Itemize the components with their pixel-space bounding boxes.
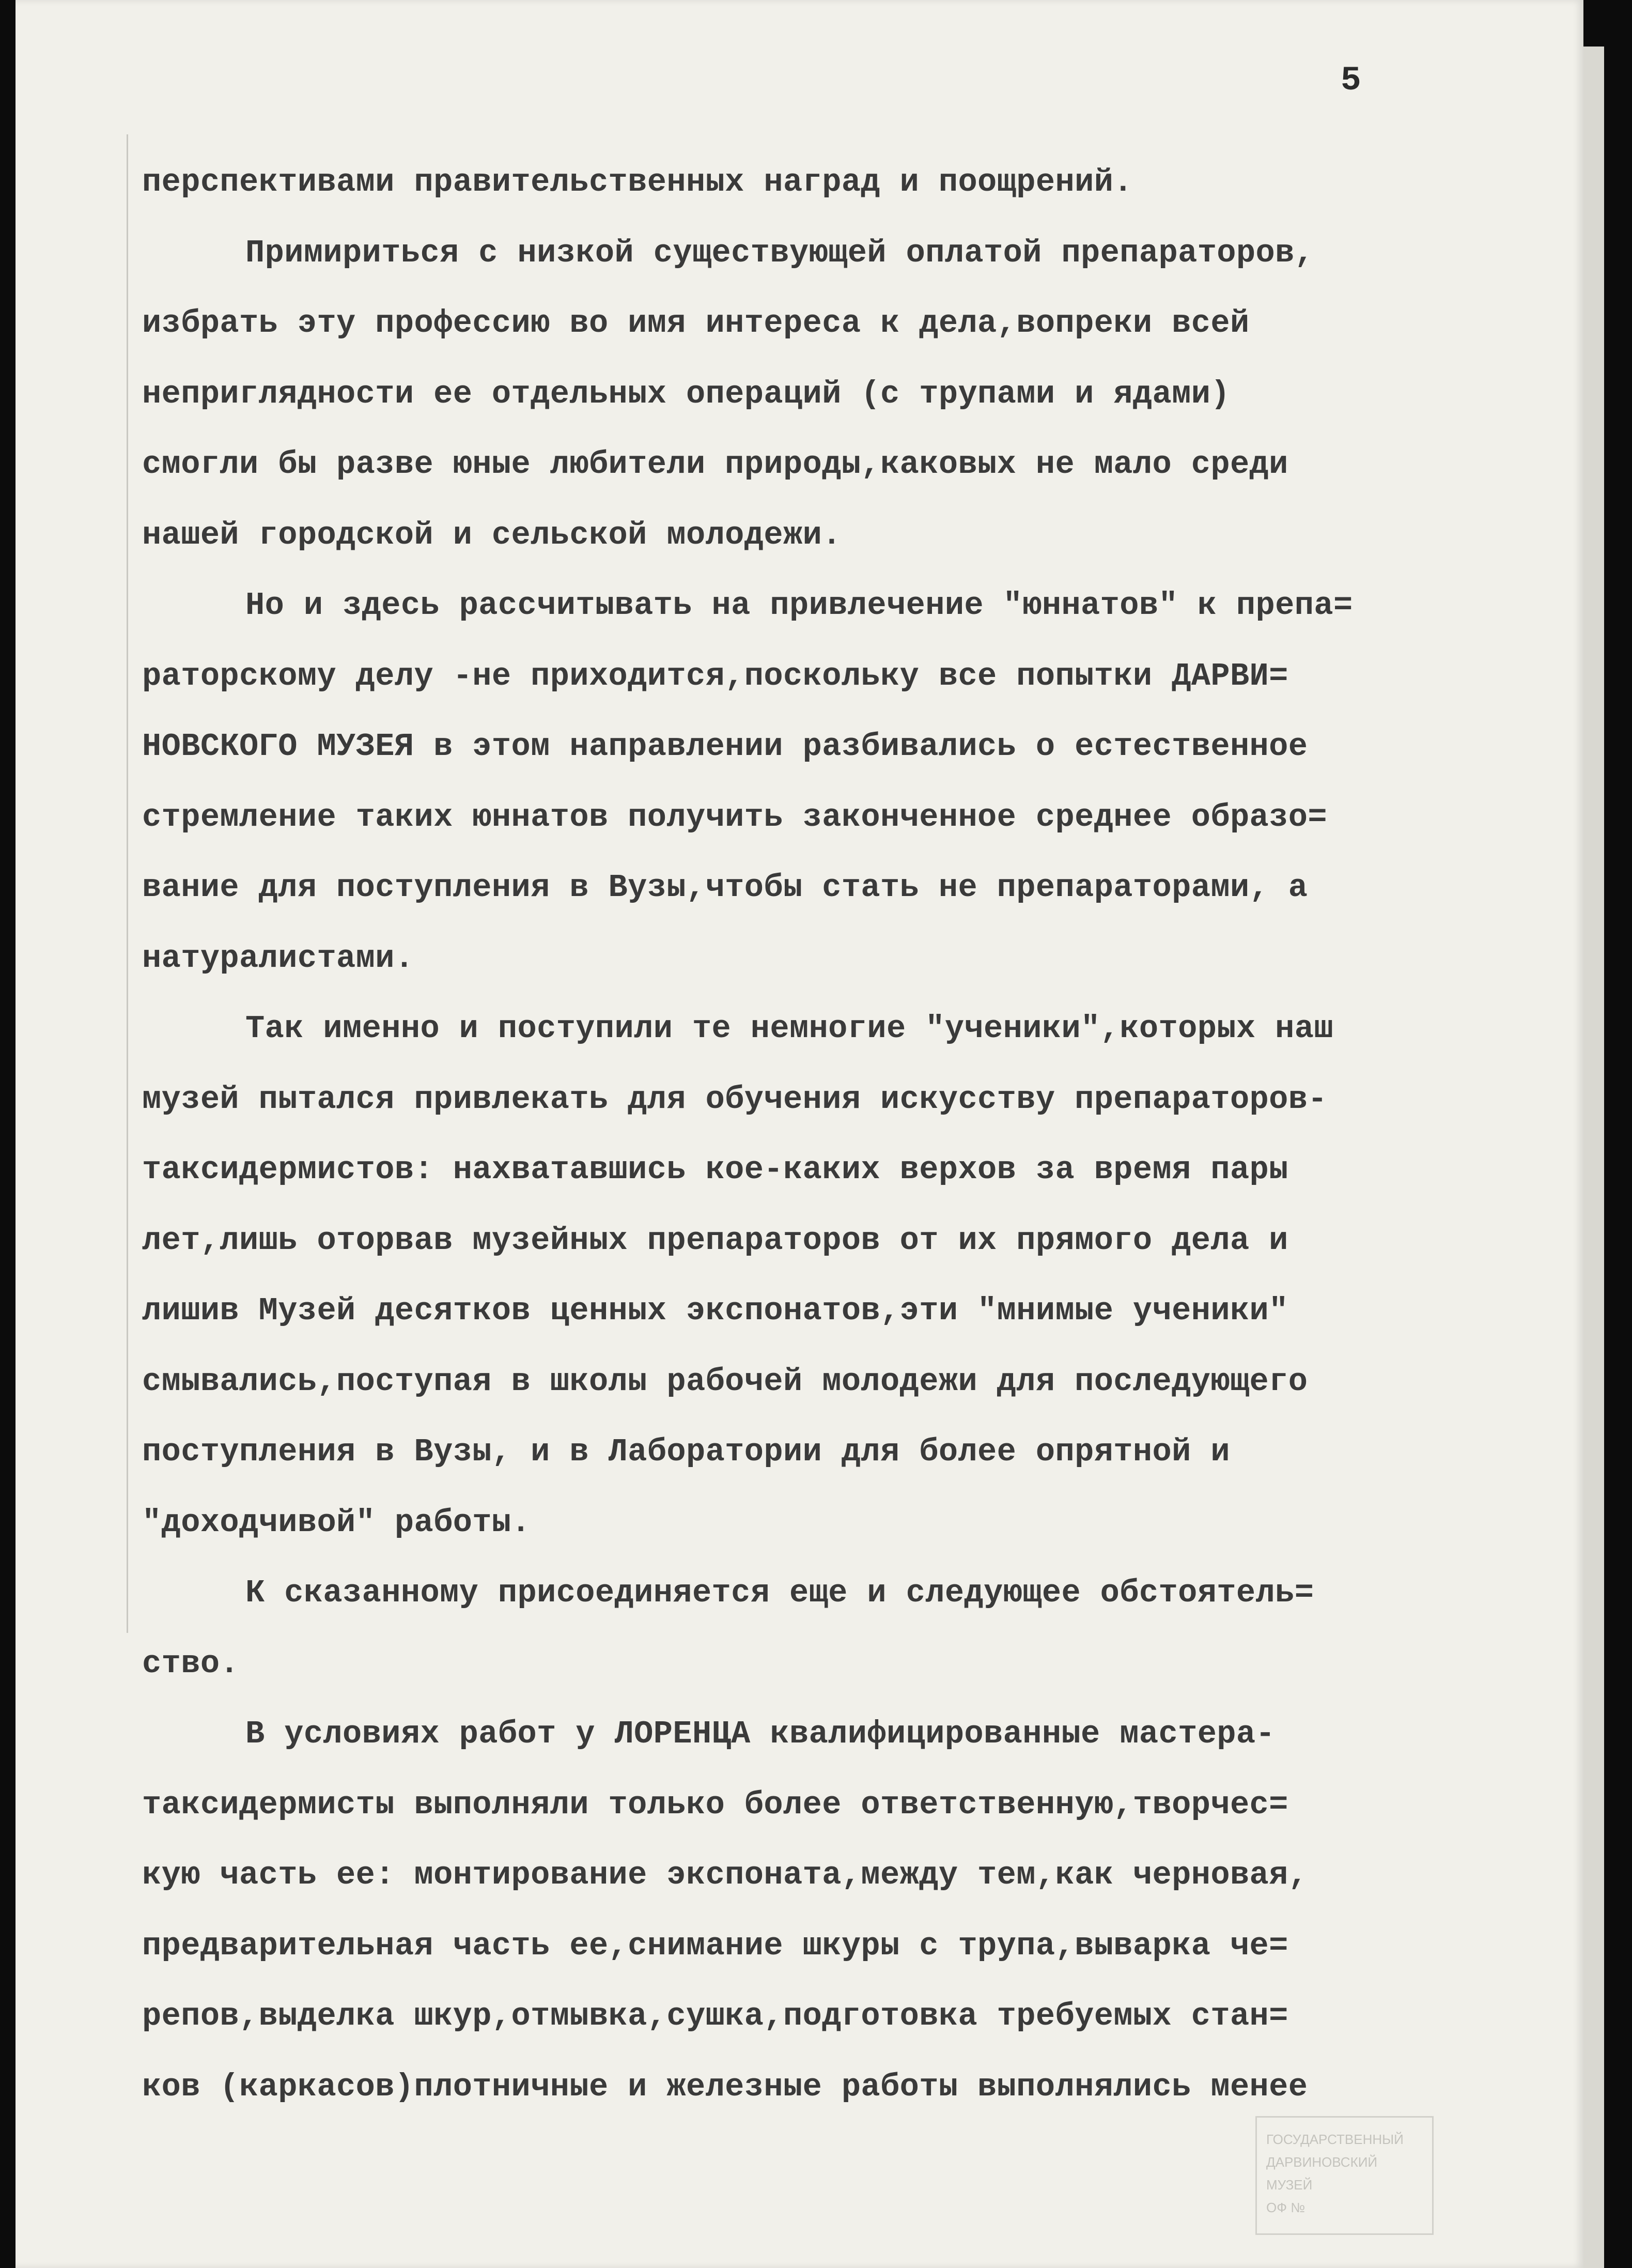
text-line: К сказанному присоединяется еще и следующее обстоятель= [245,1575,1314,1611]
text-line: перспективами правительственных наград и поощрений. [142,164,1133,200]
text-line: таксидермисты выполняли только более ответственную,творчес= [142,1786,1288,1823]
text-line: Так именно и поступили те немногие "ученики",которых наш [245,1010,1333,1047]
typewritten-text [142,147,1501,2122]
text-line: предварительная часть ее,снимание шкуры с трупа,выварка че= [142,1927,1288,1964]
text-line: неприглядности ее отдельных операций (с трупами и ядами) [142,375,1230,412]
text-line: Примириться с низкой существующей оплатой препараторов, [245,234,1314,271]
text-line: лишив Музей десятков ценных экспонатов,эти "мнимые ученики" [142,1292,1288,1329]
text-line: НОВСКОГО МУЗЕЯ в этом направлении разбивались о естественное [142,728,1308,765]
text-line: стремление таких юннатов получить законченное среднее образо= [142,798,1327,836]
text-line: таксидермистов: нахватавшись кое-каких верхов за время пары [142,1151,1288,1188]
text-line: лет,лишь оторвав музейных препараторов от их прямого дела и [142,1222,1288,1259]
text-line: ство. [142,1645,240,1682]
text-line: музей пытался привлекать для обучения искусству препараторов- [142,1081,1327,1118]
text-line: Но и здесь рассчитывать на привлечение "юннатов" к препа= [245,587,1353,624]
stamp-line: ГОСУДАРСТВЕННЫЙ [1266,2132,1404,2147]
text-line: раторскому делу -не приходится,поскольку все попытки ДАРВИ= [142,657,1288,695]
text-line: "доходчивой" работы. [142,1504,531,1541]
page-number: 5 [1341,61,1361,100]
stamp-line: ДАРВИНОВСКИЙ МУЗЕЙ [1266,2154,1378,2193]
text-line: вание для поступления в Вузы,чтобы стать не препараторами, а [142,869,1308,906]
text-line: смывались,поступая в школы рабочей молодежи для последующего [142,1363,1308,1400]
margin-line [127,134,128,1633]
text-line: репов,выделка шкур,отмывка,сушка,подготовка требуемых стан= [142,1998,1288,2034]
text-line: смогли бы разве юные любители природы,каковых не мало среди [142,446,1288,483]
page-stack-edge [1583,47,1604,2268]
text-line: избрать эту профессию во имя интереса к дела,вопреки всей [142,305,1250,342]
text-line: В условиях работ у ЛОРЕНЦА квалифицированные мастера- [245,1716,1276,1752]
museum-stamp [1255,2116,1434,2235]
text-line: кую часть ее: монтирование экспоната,между тем,как черновая, [142,1857,1308,1893]
text-line: натуралистами. [142,939,414,977]
text-line: нашей городской и сельской молодежи. [142,516,842,553]
stamp-line: ОФ № [1266,2200,1305,2215]
text-line: поступления в Вузы, и в Лаборатории для более опрятной и [142,1433,1230,1470]
text-line: ков (каркасов)плотничные и железные работы выполнялись менее [142,2068,1308,2105]
